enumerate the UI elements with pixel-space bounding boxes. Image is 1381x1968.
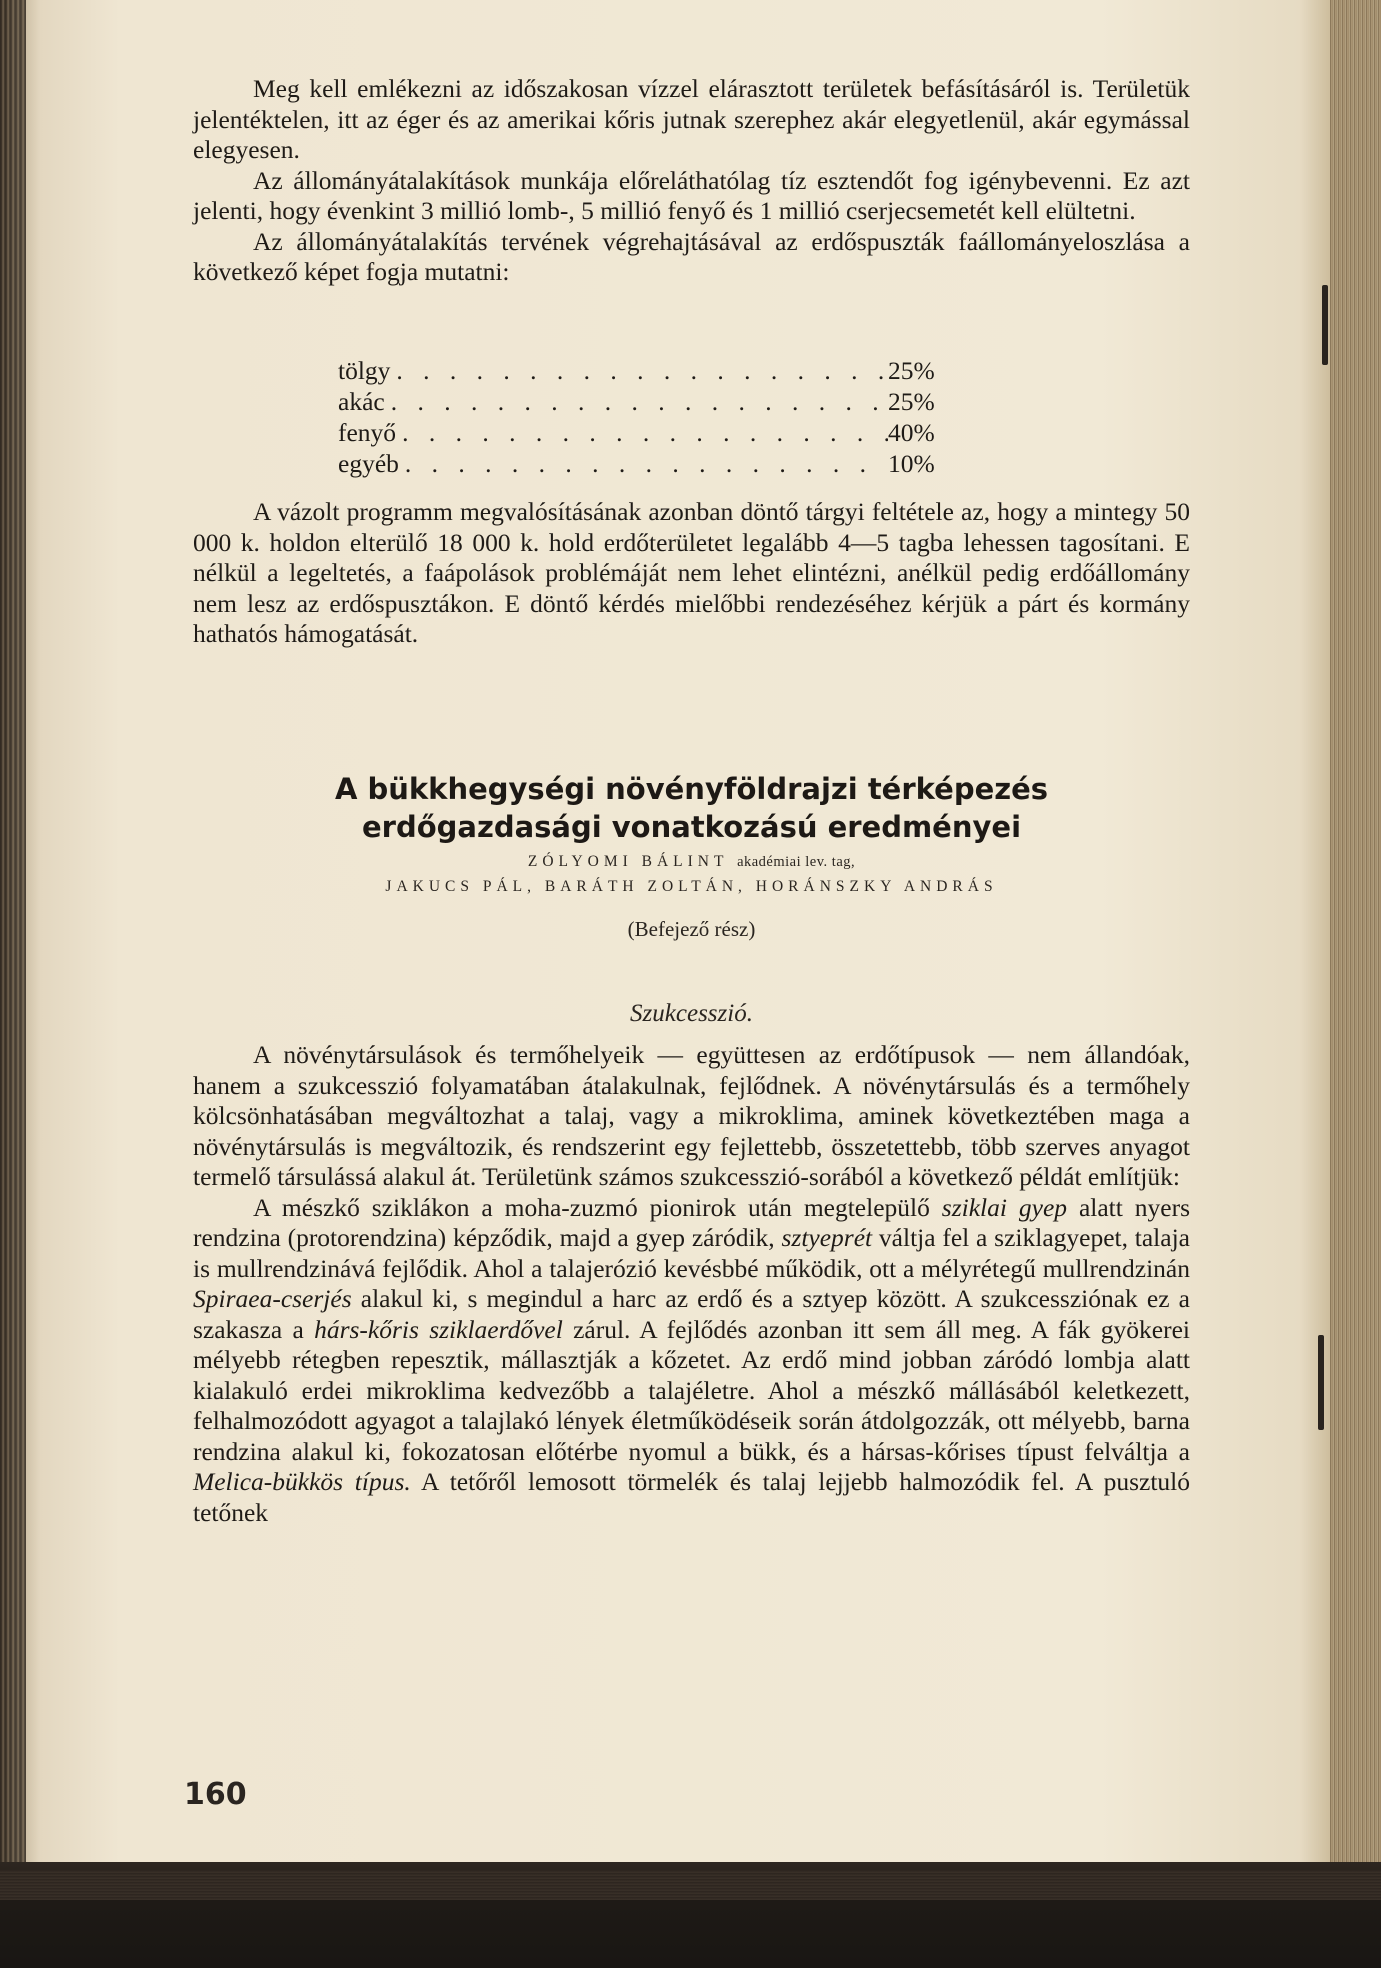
distribution-value: 25%	[888, 356, 935, 385]
distribution-name: fenyő	[338, 418, 397, 447]
page-number: 160	[184, 1777, 247, 1812]
distribution-row	[338, 355, 958, 386]
italic-term: sztyeprét	[781, 1223, 873, 1252]
paragraph: A növénytársulások és termőhelyeik — együttesen az erdőtípusok — nem állandóak, hanem a szukcesszió folyamatában átalakulnak, fejlődnek. A növénytársulás és a termőhely kölcsönhatásában megváltozhat a talaj, vagy a mikroklima, aminek következtében maga a növénytársulás is megváltozik, és rendszerint egy fejlettebb, összetettebb, több szerves anyagot termelő társulássá alakul át. Területünk számos szukcesszió-sorából a következő példát említjük:	[193, 1040, 1190, 1191]
italic-term: Melica-bükkös típus.	[193, 1467, 411, 1496]
paragraph: Az állományátalakítás tervének végrehajtásával az erdőspuszták faállományeloszlása a következő képet fogja mutatni:	[193, 226, 1190, 286]
section-heading: Szukcesszió.	[630, 1000, 753, 1027]
book-binding-edge	[0, 0, 26, 1968]
article-body	[193, 1040, 1190, 1528]
leader-dots	[390, 355, 888, 386]
paragraph: A vázolt programm megvalósításának azonban döntő tárgyi feltétele az, hogy a mintegy 50 000 k. holdon elterülő 18 000 k. hold erdőterületet legalább 4—5 tagba lehessen tagosítani. E nélkül a legeltetés, a faápolások problémáját nem lehet elintézni, anélkül pedig erdőállomány nem lesz az erdőspusztákon. E döntő kérdés mielőbbi rendezéséhez kérjük a párt és kormány hathatós hámogatását.	[193, 497, 1190, 648]
text-run: alatt nyers rendzina (protorendzina) képződik, majd a gyep záródik,	[193, 1192, 1190, 1252]
distribution-name: tölgy	[338, 356, 391, 385]
article-title-line: erdőgazdasági vonatkozású eredményei	[361, 810, 1022, 844]
distribution-row	[338, 386, 958, 417]
author-line	[193, 878, 1190, 896]
top-text-block	[193, 74, 1190, 288]
author-names: JAKUCS PÁL, BARÁTH ZOLTÁN, HORÁNSZKY ANDRÁS	[385, 878, 998, 895]
paragraph: Meg kell emlékezni az időszakosan vízzel elárasztott területek befásításáról is. Területük jelentéktelen, itt az éger és az amerikai kőris jutnak szerephez akár elegyetlenül, akár egymással elegyesen.	[193, 74, 1190, 164]
text-run: alakul ki, s megindul a harc az erdő és a sztyep között. A szukcessziónak ez a szakasza a	[193, 1284, 1190, 1344]
distribution-row	[338, 417, 958, 448]
leader-dots	[396, 417, 888, 448]
paragraph: Az állományátalakítások munkája előreláthatólag tíz esztendőt fog igénybevenni. Ez azt jelenti, hogy évenkint 3 millió lomb-, 5 millió fenyő és 1 millió cserjecsemetét kell elültetni.	[193, 165, 1190, 225]
bottom-page-edges	[0, 1862, 1381, 1968]
article-title	[193, 770, 1190, 846]
italic-term: Spiraea-cserjés	[193, 1284, 352, 1313]
author-title: akadémiai lev. tag,	[737, 854, 856, 870]
distribution-value: 25%	[888, 387, 935, 416]
text-run: A mészkő sziklákon a moha-zuzmó pionirok után megtelepülő	[253, 1192, 942, 1222]
page-stack-edge	[1330, 0, 1381, 1968]
margin-mark	[1318, 1335, 1324, 1430]
distribution-row	[338, 448, 958, 479]
italic-term: sziklai gyep	[941, 1192, 1068, 1222]
italic-term: hárs-kőris sziklaerdővel	[314, 1314, 563, 1344]
leader-dots	[399, 448, 888, 479]
margin-mark	[1322, 285, 1328, 365]
text-run: A tetőről lemosott törmelék és talaj lejjebb halmozódik fel. A pusztuló tetőnek	[193, 1467, 1190, 1527]
distribution-name: egyéb	[338, 449, 399, 478]
author-name: ZÓLYOMI BÁLINT	[527, 853, 729, 870]
part-note: (Befejező rész)	[627, 917, 756, 941]
text-run: zárul. A fejlődés azonban itt sem áll meg. A fák gyökerei mélyebb rétegben repesztik, mállasztják a kőzetet. Az erdő mind jobban záródó lombja alatt kialakuló erdei mikroklima kedvezőbb a talajéletre. Ahol a mészkő mállásából keletkezett, felhalmozódott agyagot a talajlakó lények életműködéseik során átdolgozzák, ott mélyebb, barna rendzina alakul ki, fokozatosan előtérbe nyomul a bükk, és a hársas-kőrises típust felváltja a	[193, 1314, 1190, 1466]
article-title-line: A bükkhegységi növényföldrajzi térképezés	[334, 772, 1049, 806]
leader-dots	[385, 386, 888, 417]
author-line	[193, 853, 1190, 871]
distribution-list	[338, 355, 958, 479]
distribution-value: 40%	[888, 418, 935, 447]
distribution-name: akác	[338, 387, 385, 416]
text-run: váltja fel a sziklagyepet, talaja is mullrendzinává fejlődik. Ahol a talajerózió kevésbbé működik, ott a mélyrétegű mullrendzinán	[193, 1223, 1190, 1283]
paragraph	[193, 1193, 1190, 1529]
distribution-value: 10%	[888, 449, 935, 478]
